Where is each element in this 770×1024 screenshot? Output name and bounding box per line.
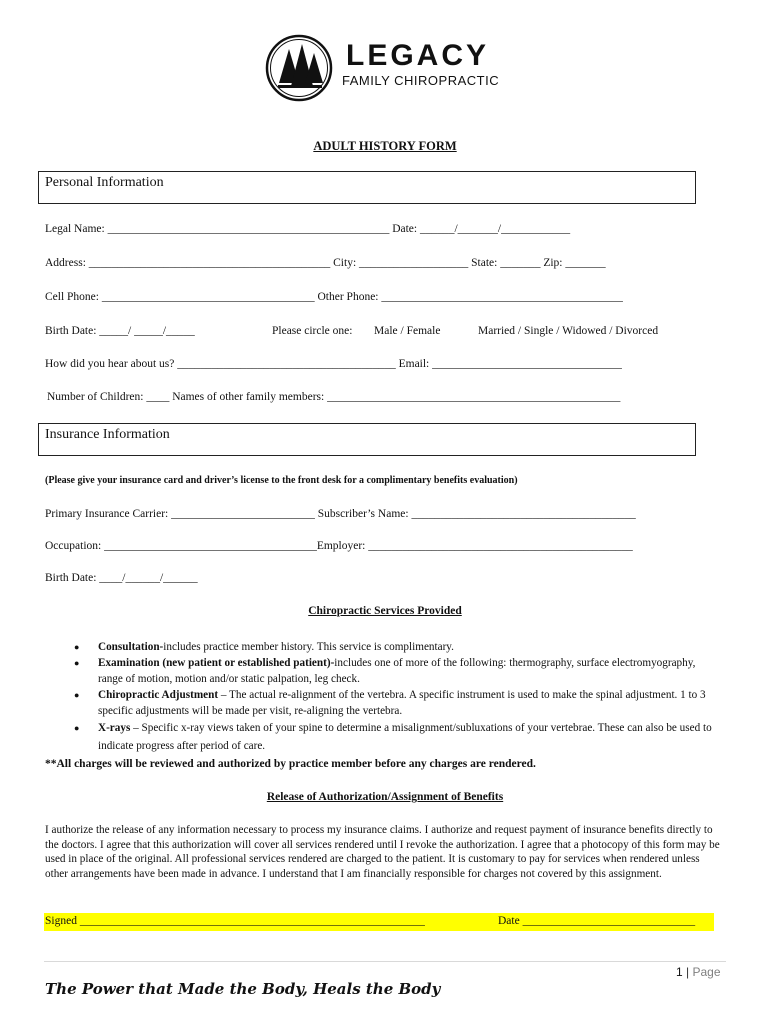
service-term: Chiropractic Adjustment [98,689,219,701]
insurance-birth-date-field[interactable]: Birth Date: ____/______/______ [45,572,198,584]
service-item-examination [70,655,720,687]
logo-name: LEGACY [346,39,490,72]
personal-info-heading: Personal Information [45,175,164,190]
services-list [70,639,720,755]
gender-options[interactable]: Male / Female [374,325,441,337]
form-title: ADULT HISTORY FORM [313,139,457,153]
children-field[interactable]: Number of Children: ____ Names of other family members: ___________________________________________________ [47,391,621,403]
signature-bar [44,913,714,931]
service-text: includes practice member history. This service is complimentary. [163,641,454,653]
occupation-field[interactable]: Occupation: _____________________________________Employer: ______________________________________________ [45,540,633,552]
release-heading: Release of Authorization/Assignment of Benefits [266,791,504,803]
insurance-info-heading: Insurance Information [45,427,170,442]
service-term: Examination (new patient or established patient)- [98,657,335,669]
referral-email-field[interactable]: How did you hear about us? ______________________________________ Email: _________________________________ [45,358,622,370]
pine-trees-icon [264,33,334,103]
page-number: 1 [676,965,683,979]
footer-divider [44,961,726,962]
service-text: – Specific x-ray views taken of your spine to determine a misalignment/subluxations of your vertebrae. These can also be used to indicate progress after period of care. [98,722,712,752]
circle-prompt: Please circle one: [272,325,353,337]
marital-options[interactable]: Married / Single / Widowed / Divorced [478,325,659,337]
page-word: Page [692,965,721,979]
charges-note: **All charges will be reviewed and authorized by practice member before any charges are rendered. [45,758,536,770]
legal-name-field[interactable]: Legal Name: _________________________________________________ Date: ______/_______/____________ [45,223,571,235]
insurance-carrier-field[interactable]: Primary Insurance Carrier: _________________________ Subscriber’s Name: _______________________________________ [45,508,636,520]
logo [264,33,514,103]
signed-field[interactable]: Signed ____________________________________________________________ [45,915,425,927]
insurance-note: (Please give your insurance card and driver’s license to the front desk for a complimentary benefits evaluation) [45,475,518,486]
date-field[interactable]: Date ______________________________ [498,915,696,927]
service-term: Consultation- [98,641,164,653]
cell-phone-field[interactable]: Cell Phone: _____________________________________ Other Phone: __________________________________________ [45,291,623,303]
footer-motto: The Power that Made the Body, Heals the Body [45,980,441,998]
service-text: includes one of more of the following: thermography, surface electromyography, range of motion, motion and/or static palpation, leg check. [98,657,696,685]
service-item-adjustment [70,687,720,719]
page-separator: | [686,965,690,979]
service-text: – The actual re-alignment of the vertebra. A specific instrument is used to make the spinal adjustment. 1 to 3 specific adjustments will be made per visit, re-aligning the vertebra. [98,689,706,717]
insurance-info-box [38,423,696,456]
service-item-consultation [70,639,720,655]
service-item-xrays [70,719,720,755]
personal-info-box [38,171,696,204]
services-heading: Chiropractic Services Provided [308,605,462,617]
release-paragraph: I authorize the release of any information necessary to process my insurance claims. I authorize and request payment of insurance benefits directly to the doctors. I agree that this authorization will cover all services rendered until I revoke the authorization. I agree that a photocopy of this form may be used in place of the original. All professional services rendered are charged to the patient. It is customary to pay for services when rendered unless other arrangements have been made in advance. I understand that I am financially responsible for charges not covered by this assignment. [45,824,720,880]
logo-tagline: FAMILY CHIROPRACTIC [342,73,500,88]
page-indicator [676,965,721,979]
birth-date-field[interactable]: Birth Date: _____/ _____/_____ [45,325,195,337]
address-field[interactable]: Address: __________________________________________ City: ___________________ State: _______ Zip: _______ [45,257,606,269]
service-term: X-rays [98,722,131,734]
